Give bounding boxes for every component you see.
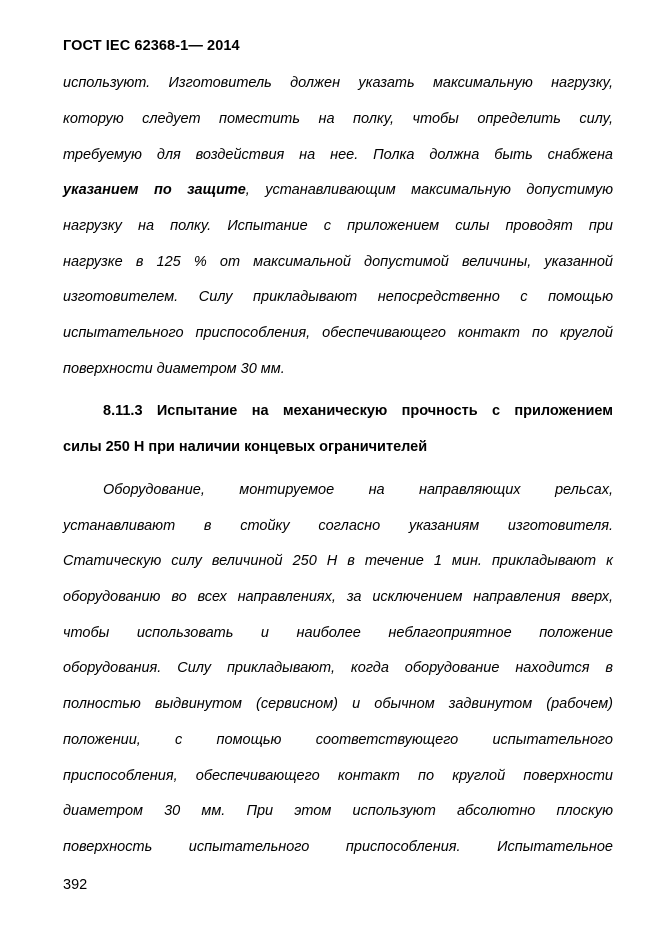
paragraph-line: оборудованию во всех направлениях, за исключением направления вверх, xyxy=(63,589,613,605)
paragraph-line: нагрузке в 125 % от максимальной допустимой величины, указанной xyxy=(63,254,613,270)
paragraph-line: оборудования. Силу прикладывают, когда оборудование находится в xyxy=(63,660,613,676)
paragraph-line: нагрузку на полку. Испытание с приложением силы проводят при xyxy=(63,218,613,234)
bold-term: указанием по защите xyxy=(63,182,246,198)
paragraph-line: Статическую силу величиной 250 Н в течение 1 мин. прикладывают к xyxy=(63,553,613,569)
paragraph-line: которую следует поместить на полку, чтобы определить силу, xyxy=(63,111,613,127)
paragraph-line: требуемую для воздействия на нее. Полка должна быть снабжена xyxy=(63,147,613,163)
paragraph-line: приспособления, обеспечивающего контакт по круглой поверхности xyxy=(63,768,613,784)
paragraph-line: Оборудование, монтируемое на направляющих рельсах, xyxy=(103,482,613,498)
paragraph-line: изготовителем. Силу прикладывают непосредственно с помощью xyxy=(63,289,613,305)
paragraph-line-rest: устанавливающим максимальную допустимую xyxy=(265,182,613,198)
page-number: 392 xyxy=(63,877,88,893)
document-header: ГОСТ IEC 62368-1— 2014 xyxy=(63,38,240,54)
paragraph-line: положении, с помощью соответствующего испытательного xyxy=(63,732,613,748)
paragraph-line-with-term xyxy=(63,181,613,199)
paragraph-line: поверхность испытательного приспособления. Испытательное xyxy=(63,839,613,855)
paragraph-line: чтобы использовать и наиболее неблагоприятное положение xyxy=(63,625,613,641)
section-heading: 8.11.3 Испытание на механическую прочность с приложением xyxy=(103,403,613,419)
paragraph-line: испытательного приспособления, обеспечивающего контакт по круглой xyxy=(63,325,613,341)
paragraph-line: поверхности диаметром 30 мм. xyxy=(63,361,285,377)
bold-term-suffix: , xyxy=(245,182,250,198)
section-heading-continuation: силы 250 Н при наличии концевых ограничителей xyxy=(63,439,428,455)
paragraph-line: полностью выдвинутом (сервисном) и обычном задвинутом (рабочем) xyxy=(63,696,613,712)
paragraph-line: диаметром 30 мм. При этом используют абсолютно плоскую xyxy=(63,803,613,819)
paragraph-line: используют. Изготовитель должен указать максимальную нагрузку, xyxy=(63,75,613,91)
paragraph-line: устанавливают в стойку согласно указаниям изготовителя. xyxy=(63,518,613,534)
